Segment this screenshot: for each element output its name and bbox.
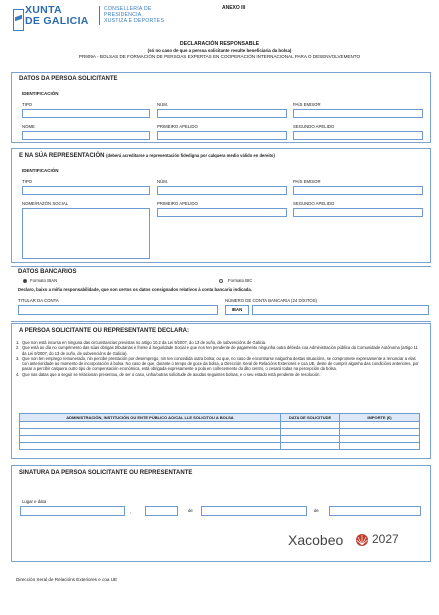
representative-heading-text: E NA SÚA REPRESENTACIÓN: [19, 153, 105, 159]
rep-apelido2-label: SEGUNDO APELIDO: [293, 201, 335, 206]
rep-num-field[interactable]: [157, 186, 287, 195]
declaration-heading: A PERSOA SOLICITANTE OU REPRESENTANTE DECLARA:: [19, 328, 190, 334]
place-date-label: Lugar e data: [22, 499, 47, 504]
xacobeo-wordmark: Xacobeo: [288, 532, 344, 548]
xunta-wordmark: [25, 5, 89, 27]
declaration-list: [16, 340, 420, 377]
applicant-apelido2-label: SEGUNDO APELIDO: [293, 124, 335, 129]
rep-pais-label: PAÍS EMISOR: [293, 179, 321, 184]
year-wordmark: 2027: [372, 532, 399, 546]
applicant-nome-label: NOME: [22, 124, 35, 129]
table-cell[interactable]: [281, 422, 340, 429]
item-text: Que está ao día no cumprimento das súas obrigas tributarias e fronte á Seguridade Social e que non ten pendente de pagamento ningunha outra débeda coa Administración pública da Comunidade Autónoma (artigo 11 da Lei 9/2007, do 13 de xuño, de subvencións de Galicia).: [22, 345, 418, 356]
table-header-row: [20, 414, 420, 422]
cons-line-1: CONSELLERÍA DE: [104, 6, 152, 12]
table-row: [20, 429, 420, 436]
applicant-num-label: NÚM.: [157, 102, 168, 107]
holder-label: TITULAR DA CONTA: [18, 298, 59, 303]
item-text: Que non ten emprego remunerado, nin percibe prestación por desemprego, nin ten concedida outra bolsa; ou que, no caso de encontrarse nalgunha destas situacións, se compromete expresamente a renunciar a elas con anterioridade ao momento de incorporación á bolsa. No caso de que, durante o tempo de goce da bolsa, a Dirección Xeral de Relacións Exteriores e coa UE, deste de cumprir algunha das condicións anteriores, por pasar a percibir calquera outro tipo de compensación económica, está obrigada expresamente a pola en coñecemento do dito centro, o cesará todas na percepción da bolsa.: [22, 355, 419, 372]
year-field[interactable]: [329, 506, 421, 516]
bic-radio[interactable]: [219, 279, 223, 283]
bank-statement: Declaro, baixo a miña responsabilidade, que son certos os datos consignados relativos á conta bancaria indicada.: [18, 287, 253, 292]
cons-line-3: XUSTIZA E DEPORTES: [104, 18, 165, 25]
declaration-item: [16, 345, 420, 356]
bic-radio-label: Formato BIC: [228, 278, 253, 283]
bank-section: [11, 266, 431, 322]
applicant-apelido1-label: PRIMEIRO APELIDO: [157, 124, 198, 129]
item-text: Que nas datas que a seguir se relacionan presentou, de ser o caso, unha/outras solicitude de axudas seguintes bolsas, e o seu estado está pendente de resolución:: [22, 371, 321, 377]
item-number: 2.: [16, 345, 20, 351]
annex-label: ANEXO III: [222, 5, 246, 11]
declaration-item: [16, 372, 420, 377]
document-subtitle: (só no caso de que a persoa solicitante resulte beneficiaria da bolsa): [147, 48, 292, 53]
place-field[interactable]: [20, 506, 125, 516]
item-text: Que non está incursa en ninguna das circunstancias previstas no artigo 10.2 da Lei 9/2007, do 13 de xuño, de subvencións de Galicia.: [22, 340, 267, 345]
cons-line-2: PRESIDENCIA,: [104, 12, 144, 19]
applicant-section: [11, 72, 431, 143]
table-header-admin: ADMINISTRACIÓN, INSTITUCIÓN OU ENTE PÚBLICO AO/CAL LLE SOLICITOU A BOLSA: [20, 414, 281, 422]
applicant-tipo-label: TIPO: [22, 102, 33, 107]
scallop-shell-icon: [355, 533, 369, 547]
bank-heading: DATOS BANCARIOS: [18, 269, 77, 275]
account-number-label: NÚMERO DE CONTA BANCARIA (24 DÍXITOS): [225, 298, 318, 303]
de-label-1: de: [188, 508, 193, 513]
footer-text: Dirección Xeral de Relacións Exteriores e coa UE: [16, 577, 118, 582]
applicant-tipo-field[interactable]: [22, 109, 150, 118]
table-row: [20, 436, 420, 443]
rep-apelido1-field[interactable]: [157, 208, 287, 217]
table-cell[interactable]: [281, 436, 340, 443]
account-number-field[interactable]: [252, 305, 429, 315]
rep-id-heading: IDENTIFICACIÓN: [22, 168, 59, 173]
comma-label: ,: [130, 509, 132, 514]
iban-prefix: IBAN: [225, 305, 249, 315]
applicant-nome-field[interactable]: [22, 131, 150, 140]
table-header-date: DATA DE SOLICITUDE: [281, 414, 340, 422]
item-number: 4.: [16, 371, 20, 377]
table-cell[interactable]: [20, 429, 281, 436]
item-number: 3.: [16, 355, 20, 361]
table-row: [20, 422, 420, 429]
item-number: 1.: [16, 340, 20, 345]
applicant-num-field[interactable]: [157, 109, 287, 118]
rep-num-label: NÚM.: [157, 179, 168, 184]
representative-heading: [19, 153, 275, 159]
table-cell[interactable]: [281, 443, 340, 450]
representative-section: [11, 148, 431, 263]
applicant-pais-label: PAÍS EMISOR: [293, 102, 321, 107]
applicant-apelido2-field[interactable]: [293, 131, 423, 140]
table-cell[interactable]: [340, 422, 420, 429]
applicant-heading: DATOS DA PERSOA SOLICITANTE: [19, 76, 118, 82]
day-field[interactable]: [145, 506, 178, 516]
representative-note: (deberá acreditarse a representación fidedigna por calquera medio válido en dereito): [106, 153, 275, 158]
declaration-item: [16, 356, 420, 372]
table-cell[interactable]: [20, 436, 281, 443]
table-cell[interactable]: [340, 429, 420, 436]
rep-apelido1-label: PRIMEIRO APELIDO: [157, 201, 198, 206]
de-label-2: de: [314, 508, 319, 513]
signature-heading: SINATURA DA PERSOA SOLICITANTE OU REPRESENTANTE: [19, 470, 193, 476]
rep-apelido2-field[interactable]: [293, 208, 423, 217]
rep-pais-field[interactable]: [293, 186, 423, 195]
table-cell[interactable]: [20, 422, 281, 429]
table-cell[interactable]: [281, 429, 340, 436]
table-cell[interactable]: [340, 436, 420, 443]
table-cell[interactable]: [340, 443, 420, 450]
table-header-amount: IMPORTE (€): [340, 414, 420, 422]
rep-tipo-field[interactable]: [22, 186, 150, 195]
holder-field[interactable]: [18, 305, 218, 315]
document-title: DECLARACIÓN RESPONSABLE: [179, 41, 260, 47]
iban-radio-label: Formato IBAN: [30, 278, 58, 283]
signature-section: [11, 465, 431, 562]
org-line-2: DE GALICIA: [25, 15, 89, 27]
conselleria-name: [99, 6, 164, 25]
table-row: [20, 443, 420, 450]
applications-table: [19, 413, 420, 450]
applicant-apelido1-field[interactable]: [157, 131, 287, 140]
month-field[interactable]: [201, 506, 307, 516]
rep-tipo-label: TIPO: [22, 179, 33, 184]
program-title: PR909A - BOLSAS DE FORMACIÓN DE PERSOAS EXPERTAS EN COOPERACIÓN INTERNACIONAL PARA O DESENVOLVEMENTO: [78, 54, 361, 59]
table-cell[interactable]: [20, 443, 281, 450]
applicant-pais-field[interactable]: [293, 109, 423, 118]
rep-razon-label: NOME/RAZÓN SOCIAL: [22, 201, 69, 206]
rep-razon-field[interactable]: [22, 208, 150, 259]
applicant-id-heading: IDENTIFICACIÓN: [22, 91, 59, 96]
flag-icon: [13, 9, 24, 31]
org-line-1: XUNTA: [25, 4, 62, 16]
iban-radio[interactable]: [23, 279, 27, 283]
